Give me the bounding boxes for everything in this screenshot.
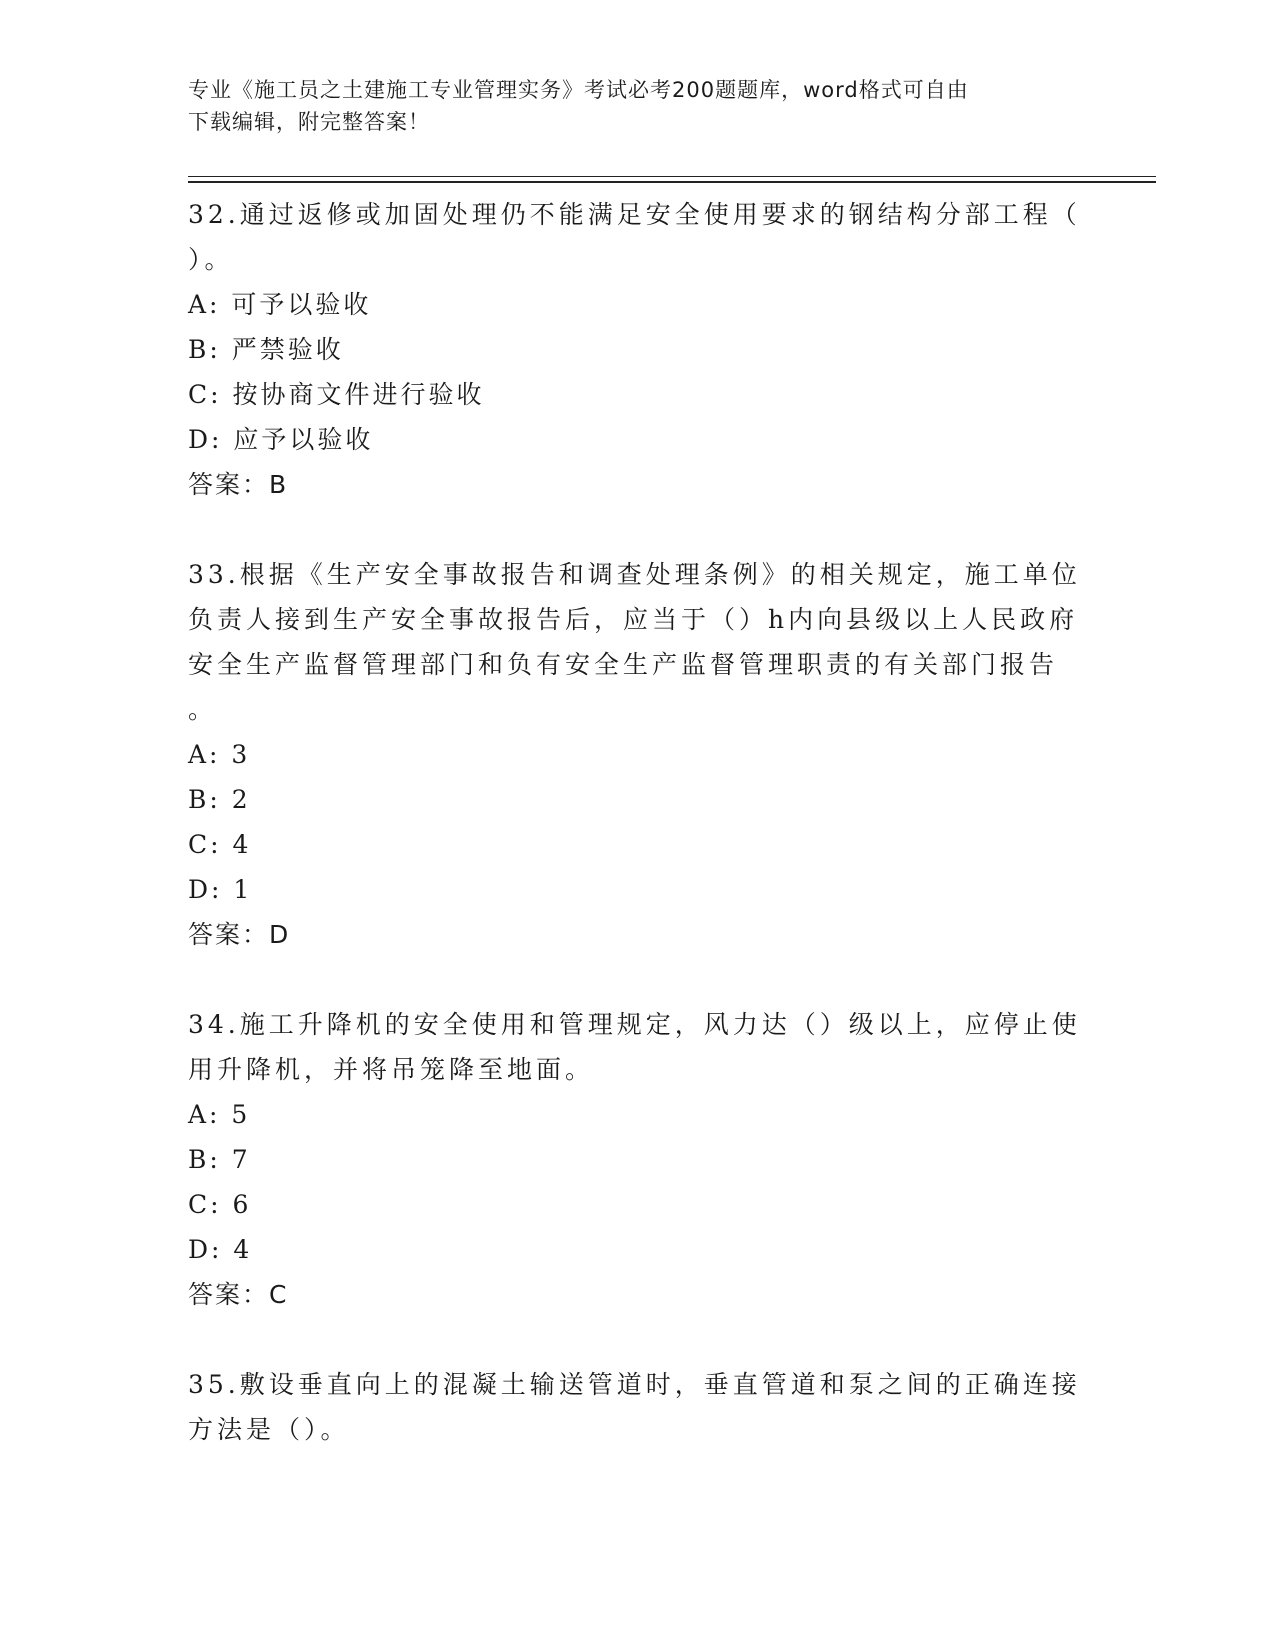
option-c: C: 6 <box>188 1190 252 1219</box>
option-b: B: 严禁验收 <box>188 335 344 364</box>
option-a: A: 5 <box>188 1100 251 1129</box>
question-34 <box>188 1002 1088 1317</box>
question-text-line: 35.敷设垂直向上的混凝土输送管道时，垂直管道和泵之间的正确连接 <box>188 1370 1081 1399</box>
question-32 <box>188 192 1088 507</box>
header-divider-thick <box>188 181 1156 183</box>
header-line-2: 下载编辑，附完整答案！ <box>188 110 430 134</box>
question-text-line: 方法是（）。 <box>188 1415 350 1444</box>
question-text-line: ）。 <box>188 245 234 274</box>
option-a: A: 3 <box>188 740 251 769</box>
question-33 <box>188 552 1088 957</box>
question-text-line: 负责人接到生产安全事故报告后，应当于（）h内向县级以上人民政府 <box>188 605 1079 634</box>
question-text-line: 。 <box>188 695 218 724</box>
option-d: D: 1 <box>188 875 253 904</box>
question-text-line: 安全生产监督管理部门和负有安全生产监督管理职责的有关部门报告 <box>188 650 1059 679</box>
question-35 <box>188 1362 1088 1452</box>
option-d: D: 4 <box>188 1235 253 1264</box>
option-b: B: 2 <box>188 785 251 814</box>
question-text-line: 33.根据《生产安全事故报告和调查处理条例》的相关规定，施工单位 <box>188 560 1081 589</box>
answer: 答案：B <box>188 470 289 499</box>
option-b: B: 7 <box>188 1145 251 1174</box>
option-c: C: 4 <box>188 830 252 859</box>
option-a: A: 可予以验收 <box>188 290 372 319</box>
document-header <box>188 74 1088 138</box>
option-c: C: 按协商文件进行验收 <box>188 380 485 409</box>
header-divider-thin <box>188 176 1156 177</box>
question-text-line: 34.施工升降机的安全使用和管理规定，风力达（）级以上，应停止使 <box>188 1010 1081 1039</box>
option-d: D: 应予以验收 <box>188 425 374 454</box>
answer: 答案：D <box>188 920 291 949</box>
question-text-line: 用升降机，并将吊笼降至地面。 <box>188 1055 595 1084</box>
header-line-1: 专业《施工员之土建施工专业管理实务》考试必考200题题库，word格式可自由 <box>188 78 969 102</box>
question-list <box>188 192 1088 1497</box>
question-text-line: 32.通过返修或加固处理仍不能满足安全使用要求的钢结构分部工程（ <box>188 200 1081 229</box>
answer: 答案：C <box>188 1280 289 1309</box>
